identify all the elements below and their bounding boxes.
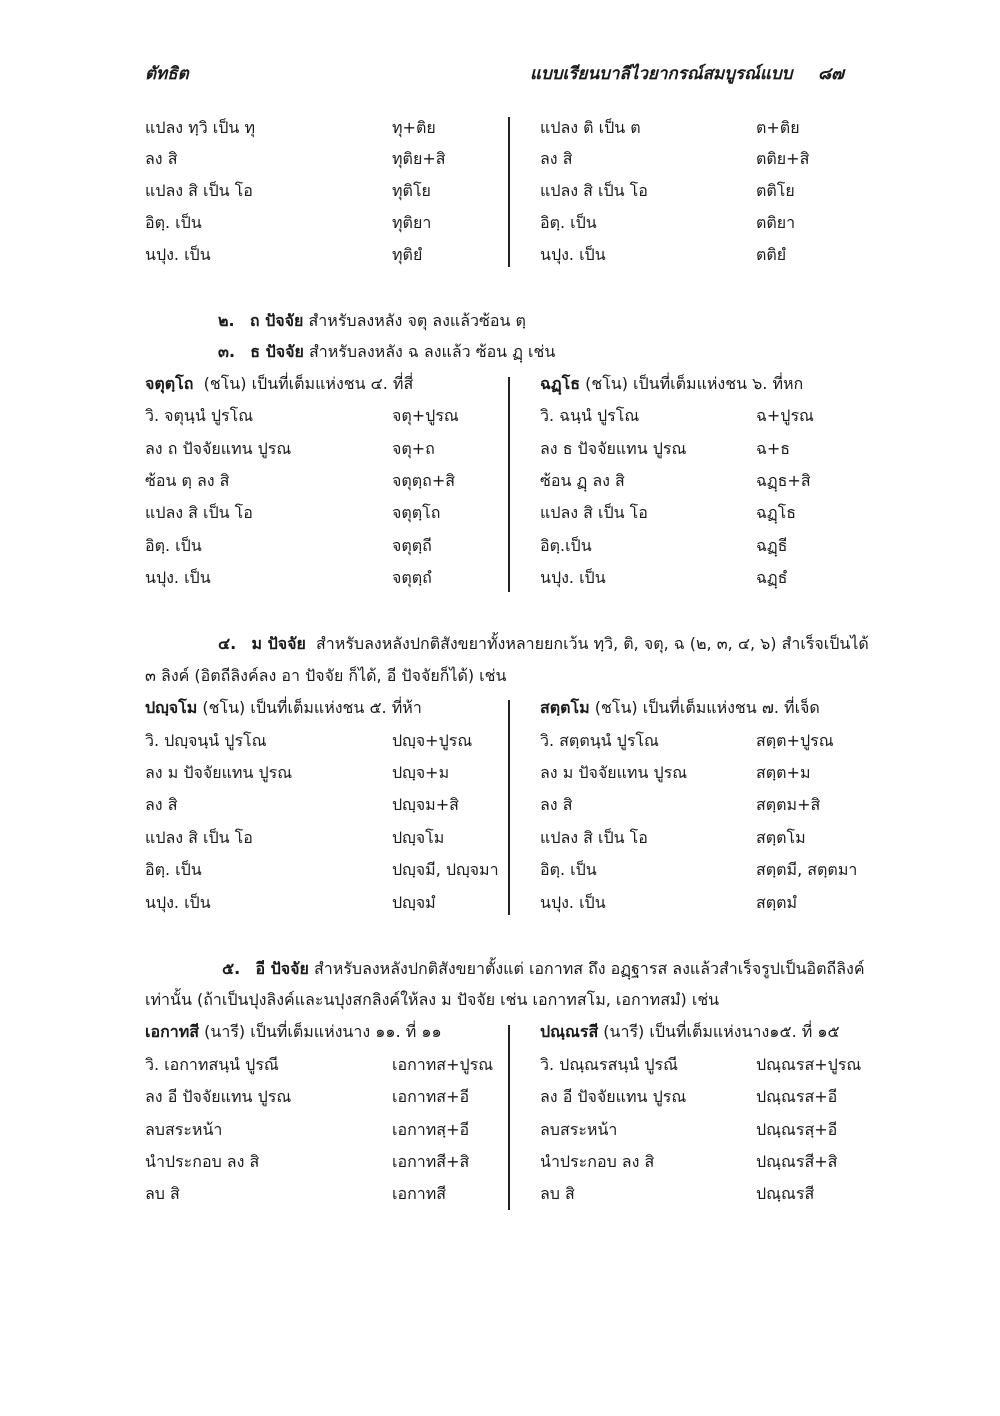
- step-result: ตติโย: [756, 181, 795, 200]
- step-label: ลง อี ปัจจัยแทน ปูรณ: [540, 1087, 687, 1106]
- step-result: ปณฺณรส+อี: [756, 1087, 838, 1106]
- step-label: แปลง สิ เป็น โอ: [540, 503, 648, 522]
- step-label: แปลง สิ เป็น โอ: [145, 503, 253, 522]
- step-result: เอกาทสี+สิ: [392, 1152, 470, 1171]
- step-label: ลง ธ ปัจจัยแทน ปูรณ: [540, 439, 687, 458]
- step-result: ฉฏฺธ+สิ: [756, 471, 811, 490]
- step-label: แปลง สิ เป็น โอ: [145, 181, 253, 200]
- example-word: จตุตฺโถ: [145, 374, 194, 393]
- step-result: ฉฏฺธํ: [756, 568, 788, 587]
- running-header-chapter: ตัทธิต: [145, 64, 189, 84]
- step-label: วิ. จตุนฺนํ ปูรโณ: [145, 406, 254, 425]
- step-label: ลง ม ปัจจัยแทน ปูรณ: [145, 763, 293, 782]
- step-label: นำประกอบ ลง สิ: [145, 1152, 260, 1171]
- example-heading-left: [145, 697, 422, 719]
- example-gloss: (ชโน) เป็นที่เต็มแห่งชน ๕. ที่ห้า: [202, 698, 422, 717]
- rule-4-continuation: ๓ ลิงค์ (อิตถีลิงค์ลง อา ปัจจัย ก็ได้, อี ปัจจัยก็ได้) เช่น: [145, 666, 507, 685]
- step-result: สตฺต+ปูรณ: [756, 731, 834, 750]
- rule-description: สำหรับลงหลัง จตุ ลงแล้วซ้อน ตฺ: [308, 311, 526, 330]
- example-word: ปญฺจโม: [145, 698, 198, 717]
- step-result: ปญฺจ+ปูรณ: [392, 731, 473, 750]
- step-result: จตุ+ปูรณ: [392, 406, 459, 425]
- step-label: นปุง. เป็น: [540, 568, 606, 587]
- example-heading-right: [540, 1021, 840, 1043]
- step-label: ซ้อน ตฺ ลง สิ: [145, 471, 230, 490]
- rule-number: ๕.: [222, 959, 241, 978]
- step-result: จตุตฺถ+สิ: [392, 471, 456, 490]
- step-result: ตติยํ: [756, 245, 787, 264]
- step-result: ปญฺจมํ: [392, 893, 436, 912]
- page-number: ๘๗: [818, 64, 844, 84]
- step-result: สตฺตมํ: [756, 893, 798, 912]
- step-label: อิตฺ.เป็น: [540, 536, 592, 555]
- example-heading-left: [145, 373, 413, 395]
- step-result: เอกาทส+ปูรณ: [392, 1055, 494, 1074]
- step-result: ปญฺจโม: [392, 828, 445, 847]
- rule-suffix-name: ธ ปัจจัย: [250, 342, 304, 361]
- step-result: สตฺต+ม: [756, 763, 811, 782]
- step-label: ลง สิ: [145, 149, 178, 168]
- step-label: ลบ สิ: [145, 1184, 180, 1203]
- example-gloss: (นารี) เป็นที่เต็มแห่งนาง ๑๑. ที่ ๑๑: [204, 1022, 442, 1041]
- step-result: สตฺตโม: [756, 828, 806, 847]
- step-result: ตติย+สิ: [756, 149, 810, 168]
- example-heading-left: [145, 1021, 442, 1043]
- step-label: นปุง. เป็น: [145, 245, 211, 264]
- step-result: จตุตฺถี: [392, 536, 432, 555]
- step-result: ต+ติย: [756, 118, 800, 137]
- example-gloss: (ชโน) เป็นที่เต็มแห่งชน ๗. ที่เจ็ด: [594, 698, 820, 717]
- step-result: ทุติย+สิ: [392, 149, 446, 168]
- step-label: ลง อี ปัจจัยแทน ปูรณ: [145, 1087, 292, 1106]
- example-gloss: (ชโน) เป็นที่เต็มแห่งชน ๖. ที่หก: [585, 374, 804, 393]
- step-label: แปลง สิ เป็น โอ: [540, 828, 648, 847]
- rule-3-paragraph: [218, 341, 555, 363]
- step-result: ปณฺณรส+ปูรณ: [756, 1055, 862, 1074]
- rule-5-continuation: เท่านั้น (ถ้าเป็นปุงลิงค์และนปุงสกลิงค์ให้ลง ม ปัจจัย เช่น เอกาทสโม, เอกาทสมํ) เช่น: [145, 990, 720, 1009]
- step-result: ฉฏฺโธ: [756, 503, 796, 522]
- step-label: นปุง. เป็น: [540, 245, 606, 264]
- step-label: ลง ม ปัจจัยแทน ปูรณ: [540, 763, 688, 782]
- rule-number: ๒.: [218, 311, 235, 330]
- column-divider: [508, 117, 510, 267]
- step-result: จตุตฺโถ: [392, 503, 441, 522]
- example-word: เอกาทสี: [145, 1022, 200, 1041]
- step-result: เอกาทสี: [392, 1184, 447, 1203]
- rule-number: ๔.: [218, 634, 237, 653]
- step-label: แปลง ทฺวิ เป็น ทุ: [145, 118, 255, 137]
- step-result: ฉ+ธ: [756, 439, 791, 458]
- step-result: ทุ+ติย: [392, 118, 436, 137]
- example-heading-right: [540, 373, 803, 395]
- step-label: ลง สิ: [540, 795, 573, 814]
- step-label: ลง สิ: [540, 149, 573, 168]
- column-divider: [508, 377, 510, 592]
- rule-4-paragraph: [218, 633, 869, 655]
- step-label: นปุง. เป็น: [145, 893, 211, 912]
- step-label: อิตฺ. เป็น: [540, 213, 597, 232]
- step-label: นำประกอบ ลง สิ: [540, 1152, 655, 1171]
- step-result: สตฺตม+สิ: [756, 795, 821, 814]
- rule-suffix-name: ถ ปัจจัย: [249, 311, 304, 330]
- step-label: วิ. ฉนฺนํ ปูรโณ: [540, 406, 640, 425]
- step-label: อิตฺ. เป็น: [540, 860, 597, 879]
- step-label: วิ. เอกาทสนฺนํ ปูรณี: [145, 1055, 279, 1074]
- example-heading-right: [540, 697, 820, 719]
- rule-2-paragraph: [218, 310, 526, 332]
- rule-number: ๓.: [218, 342, 236, 361]
- rule-suffix-name: ม ปัจจัย: [251, 634, 306, 653]
- step-label: อิตฺ. เป็น: [145, 860, 202, 879]
- column-divider: [508, 1025, 510, 1210]
- step-label: ลง ถ ปัจจัยแทน ปูรณ: [145, 439, 292, 458]
- step-label: วิ. ปณฺณรสนฺนํ ปูรณี: [540, 1055, 678, 1074]
- step-result: ฉ+ปูรณ: [756, 406, 814, 425]
- step-label: ลง สิ: [145, 795, 178, 814]
- example-gloss: (ชโน) เป็นที่เต็มแห่งชน ๔. ที่สี่: [203, 374, 414, 393]
- step-result: ทุติยา: [392, 213, 432, 232]
- rule-description: สำหรับลงหลังปกติสังขยาตั้งแต่ เอกาทส ถึง อฏฺฐารส ลงแล้วสำเร็จรูปเป็นอิตถีลิงค์: [314, 959, 865, 978]
- step-result: ปณฺณรสี: [756, 1184, 815, 1203]
- step-label: แปลง ติ เป็น ต: [540, 118, 641, 137]
- running-header-book-title: แบบเรียนบาลีไวยากรณ์สมบูรณ์แบบ: [530, 64, 793, 84]
- step-label: ซ้อน ฏฺ ลง สิ: [540, 471, 625, 490]
- step-result: ฉฏฺธี: [756, 536, 788, 555]
- step-label: อิตฺ. เป็น: [145, 536, 202, 555]
- example-word: สตฺตโม: [540, 698, 590, 717]
- step-label: วิ. สตฺตนฺนํ ปูรโณ: [540, 731, 659, 750]
- step-label: แปลง สิ เป็น โอ: [145, 828, 253, 847]
- step-result: ปณฺณรสฺ+อี: [756, 1120, 838, 1139]
- example-gloss: (นารี) เป็นที่เต็มแห่งนาง๑๕. ที่ ๑๕: [603, 1022, 840, 1041]
- step-label: นปุง. เป็น: [540, 893, 606, 912]
- example-word: ฉฏฺโธ: [540, 374, 580, 393]
- example-word: ปณฺณรสี: [540, 1022, 599, 1041]
- rule-suffix-name: อี ปัจจัย: [255, 959, 309, 978]
- rule-description: สำหรับลงหลังปกติสังขยาทั้งหลายยกเว้น ทฺวิ, ติ, จตุ, ฉ (๒, ๓, ๔, ๖) สำเร็จเป็นได้: [316, 634, 869, 653]
- step-result: จตุ+ถ: [392, 439, 435, 458]
- rule-5-paragraph: [222, 958, 865, 980]
- step-label: ลบ สิ: [540, 1184, 575, 1203]
- step-result: สตฺตมี, สตฺตมา: [756, 860, 858, 879]
- column-divider: [508, 700, 510, 915]
- step-result: ปณฺณรสี+สิ: [756, 1152, 838, 1171]
- step-label: วิ. ปญฺจนฺนํ ปูรโณ: [145, 731, 267, 750]
- step-result: ปญฺจ+ม: [392, 763, 450, 782]
- step-label: ลบสระหน้า: [540, 1120, 618, 1139]
- step-result: ปญฺจมี, ปญฺจมา: [392, 860, 499, 879]
- step-label: ลบสระหน้า: [145, 1120, 223, 1139]
- step-label: อิตฺ. เป็น: [145, 213, 202, 232]
- rule-description: สำหรับลงหลัง ฉ ลงแล้ว ซ้อน ฏฺ เช่น: [309, 342, 556, 361]
- step-result: ตติยา: [756, 213, 796, 232]
- step-label: นปุง. เป็น: [145, 568, 211, 587]
- step-label: แปลง สิ เป็น โอ: [540, 181, 648, 200]
- step-result: เอกาทสฺ+อี: [392, 1120, 470, 1139]
- step-result: จตุตฺถํ: [392, 568, 432, 587]
- step-result: ทุติยํ: [392, 245, 423, 264]
- step-result: เอกาทส+อี: [392, 1087, 470, 1106]
- step-result: ทุติโย: [392, 181, 431, 200]
- step-result: ปญฺจม+สิ: [392, 795, 459, 814]
